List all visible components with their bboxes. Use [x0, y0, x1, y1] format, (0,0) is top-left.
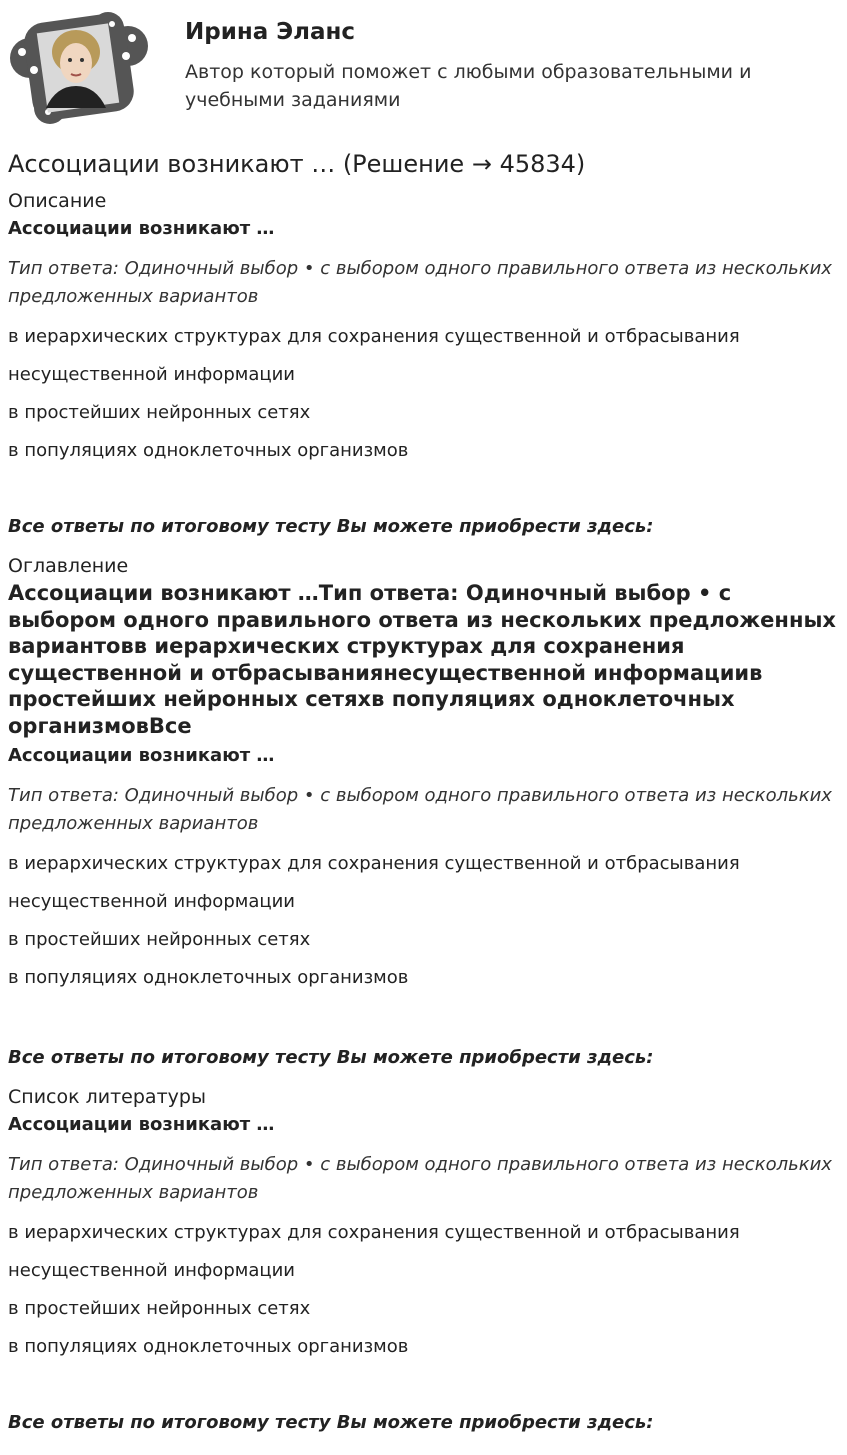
buy-answers-text: Все ответы по итоговому тесту Вы можете приобрести здесь:	[8, 1412, 654, 1433]
description-section	[8, 189, 838, 463]
literature-section	[8, 1085, 838, 1359]
toc-summary: Ассоциации возникают …Тип ответа: Одиночный выбор • с выбором одного правильного ответа из нескольких предложенных вариантовв иерархических структурах для сохранения существенной и отбрасываниянесущественной информациив простейших нейронных сетяхв популяциях одноклеточных организмовВсе	[8, 581, 836, 738]
answer-type: Тип ответа: Одиночный выбор • с выбором одного правильного ответа из нескольких предложенных вариантов	[8, 785, 832, 834]
answer-option: в простейших нейронных сетях	[8, 929, 311, 950]
question-text: Ассоциации возникают …	[8, 1114, 275, 1135]
buy-answers-text: Все ответы по итоговому тесту Вы можете приобрести здесь:	[8, 1047, 654, 1068]
answer-option: в иерархических структурах для сохранения существенной и отбрасывания	[8, 326, 740, 347]
toc-details	[8, 744, 838, 990]
section-label: Список литературы	[8, 1086, 206, 1108]
answer-option: несущественной информации	[8, 891, 296, 912]
author-photo-icon[interactable]	[8, 8, 150, 126]
author-description: Автор который поможет с любыми образовательными и учебными заданиями	[185, 61, 752, 111]
answer-type: Тип ответа: Одиночный выбор • с выбором одного правильного ответа из нескольких предложенных вариантов	[8, 1154, 832, 1203]
question-text: Ассоциации возникают …	[8, 745, 275, 766]
answer-option: в иерархических структурах для сохранения существенной и отбрасывания	[8, 853, 740, 874]
answer-option: в иерархических структурах для сохранения существенной и отбрасывания	[8, 1222, 740, 1243]
answer-option: в популяциях одноклеточных организмов	[8, 967, 409, 988]
answer-type: Тип ответа: Одиночный выбор • с выбором одного правильного ответа из нескольких предложенных вариантов	[8, 258, 832, 307]
answer-option: несущественной информации	[8, 1260, 296, 1281]
author-card	[8, 8, 838, 128]
answer-option: в популяциях одноклеточных организмов	[8, 1336, 409, 1357]
answer-option: в популяциях одноклеточных организмов	[8, 440, 409, 461]
author-name[interactable]: Ирина Эланс	[185, 19, 356, 45]
answer-option: в простейших нейронных сетях	[8, 1298, 311, 1319]
section-label: Оглавление	[8, 555, 129, 577]
page-title: Ассоциации возникают … (Решение → 45834)	[8, 150, 586, 178]
answer-option: несущественной информации	[8, 364, 296, 385]
section-label: Описание	[8, 190, 107, 212]
buy-answers-text: Все ответы по итоговому тесту Вы можете приобрести здесь:	[8, 516, 654, 537]
toc-section	[8, 554, 838, 739]
answer-option: в простейших нейронных сетях	[8, 402, 311, 423]
question-text: Ассоциации возникают …	[8, 218, 275, 239]
